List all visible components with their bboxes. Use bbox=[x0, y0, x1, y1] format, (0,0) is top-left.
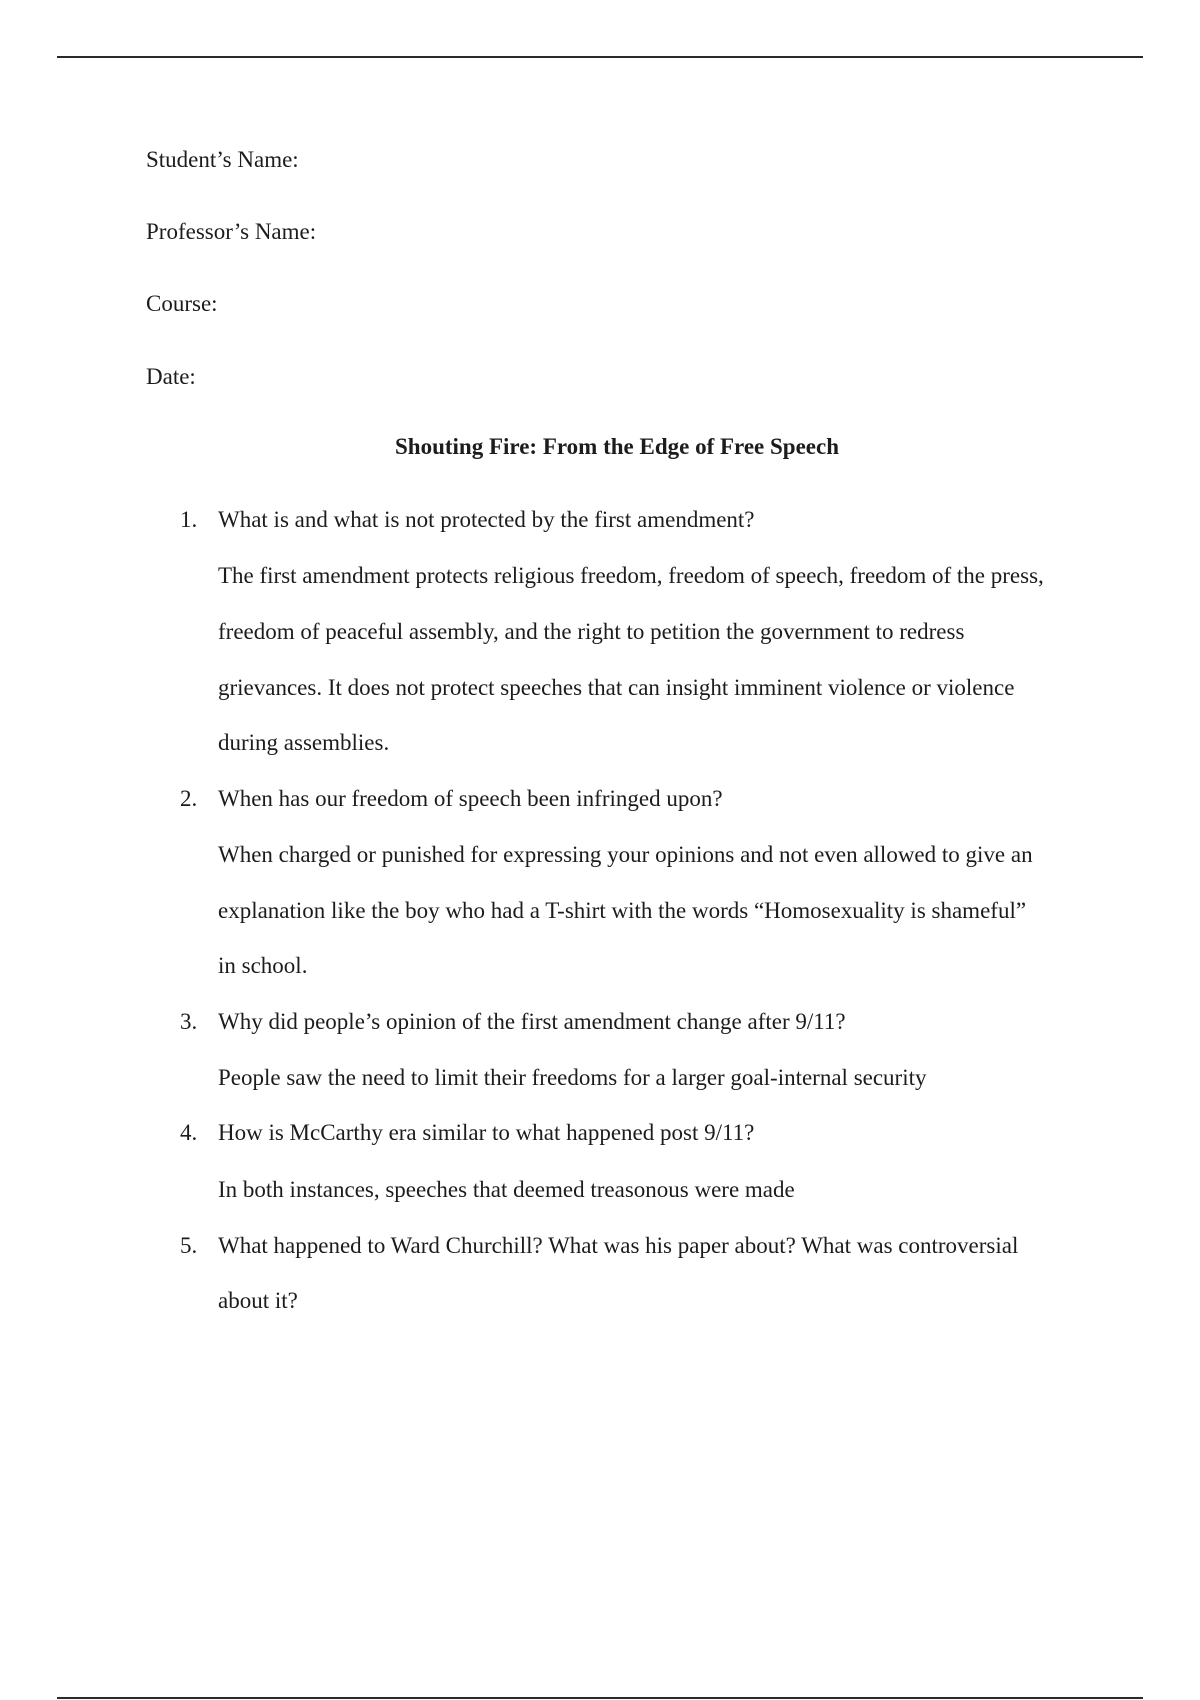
answer-2-line-3: in school. bbox=[218, 953, 308, 978]
question-4-text: How is McCarthy era similar to what happened post 9/11? bbox=[218, 1120, 755, 1145]
question-5-line-2: about it? bbox=[218, 1288, 298, 1313]
question-4-number: 4. bbox=[180, 1120, 198, 1145]
answer-3-line-1: People saw the need to limit their freedoms for a larger goal-internal security bbox=[218, 1065, 927, 1090]
answer-1-line-1: The first amendment protects religious freedom, freedom of speech, freedom of the press, bbox=[218, 563, 1044, 588]
question-3-text: Why did people’s opinion of the first amendment change after 9/11? bbox=[218, 1009, 846, 1034]
answer-1-line-4: during assemblies. bbox=[218, 730, 390, 755]
date-label: Date: bbox=[146, 364, 196, 389]
student-name-label: Student’s Name: bbox=[146, 147, 299, 172]
question-2-number: 2. bbox=[180, 786, 198, 811]
question-3-number: 3. bbox=[180, 1009, 198, 1034]
professor-name-label: Professor’s Name: bbox=[146, 219, 317, 244]
answer-2-line-2: explanation like the boy who had a T-shirt with the words “Homosexuality is shameful” bbox=[218, 898, 1027, 923]
answer-1-line-3: grievances. It does not protect speeches that can insight imminent violence or violence bbox=[218, 675, 1015, 700]
answer-2-line-1: When charged or punished for expressing your opinions and not even allowed to give an bbox=[218, 842, 1033, 867]
document-title: Shouting Fire: From the Edge of Free Speech bbox=[395, 434, 839, 459]
question-5-number: 5. bbox=[180, 1233, 198, 1258]
question-2-text: When has our freedom of speech been infringed upon? bbox=[218, 786, 723, 811]
page-bottom-rule bbox=[57, 1697, 1143, 1699]
question-1-number: 1. bbox=[180, 507, 198, 532]
question-5-line-1: What happened to Ward Churchill? What was his paper about? What was controversial bbox=[218, 1233, 1019, 1258]
course-label: Course: bbox=[146, 291, 218, 316]
question-1-text: What is and what is not protected by the first amendment? bbox=[218, 507, 755, 532]
answer-4-line-1: In both instances, speeches that deemed treasonous were made bbox=[218, 1177, 795, 1202]
answer-1-line-2: freedom of peaceful assembly, and the right to petition the government to redress bbox=[218, 619, 965, 644]
page-top-rule bbox=[57, 56, 1143, 58]
